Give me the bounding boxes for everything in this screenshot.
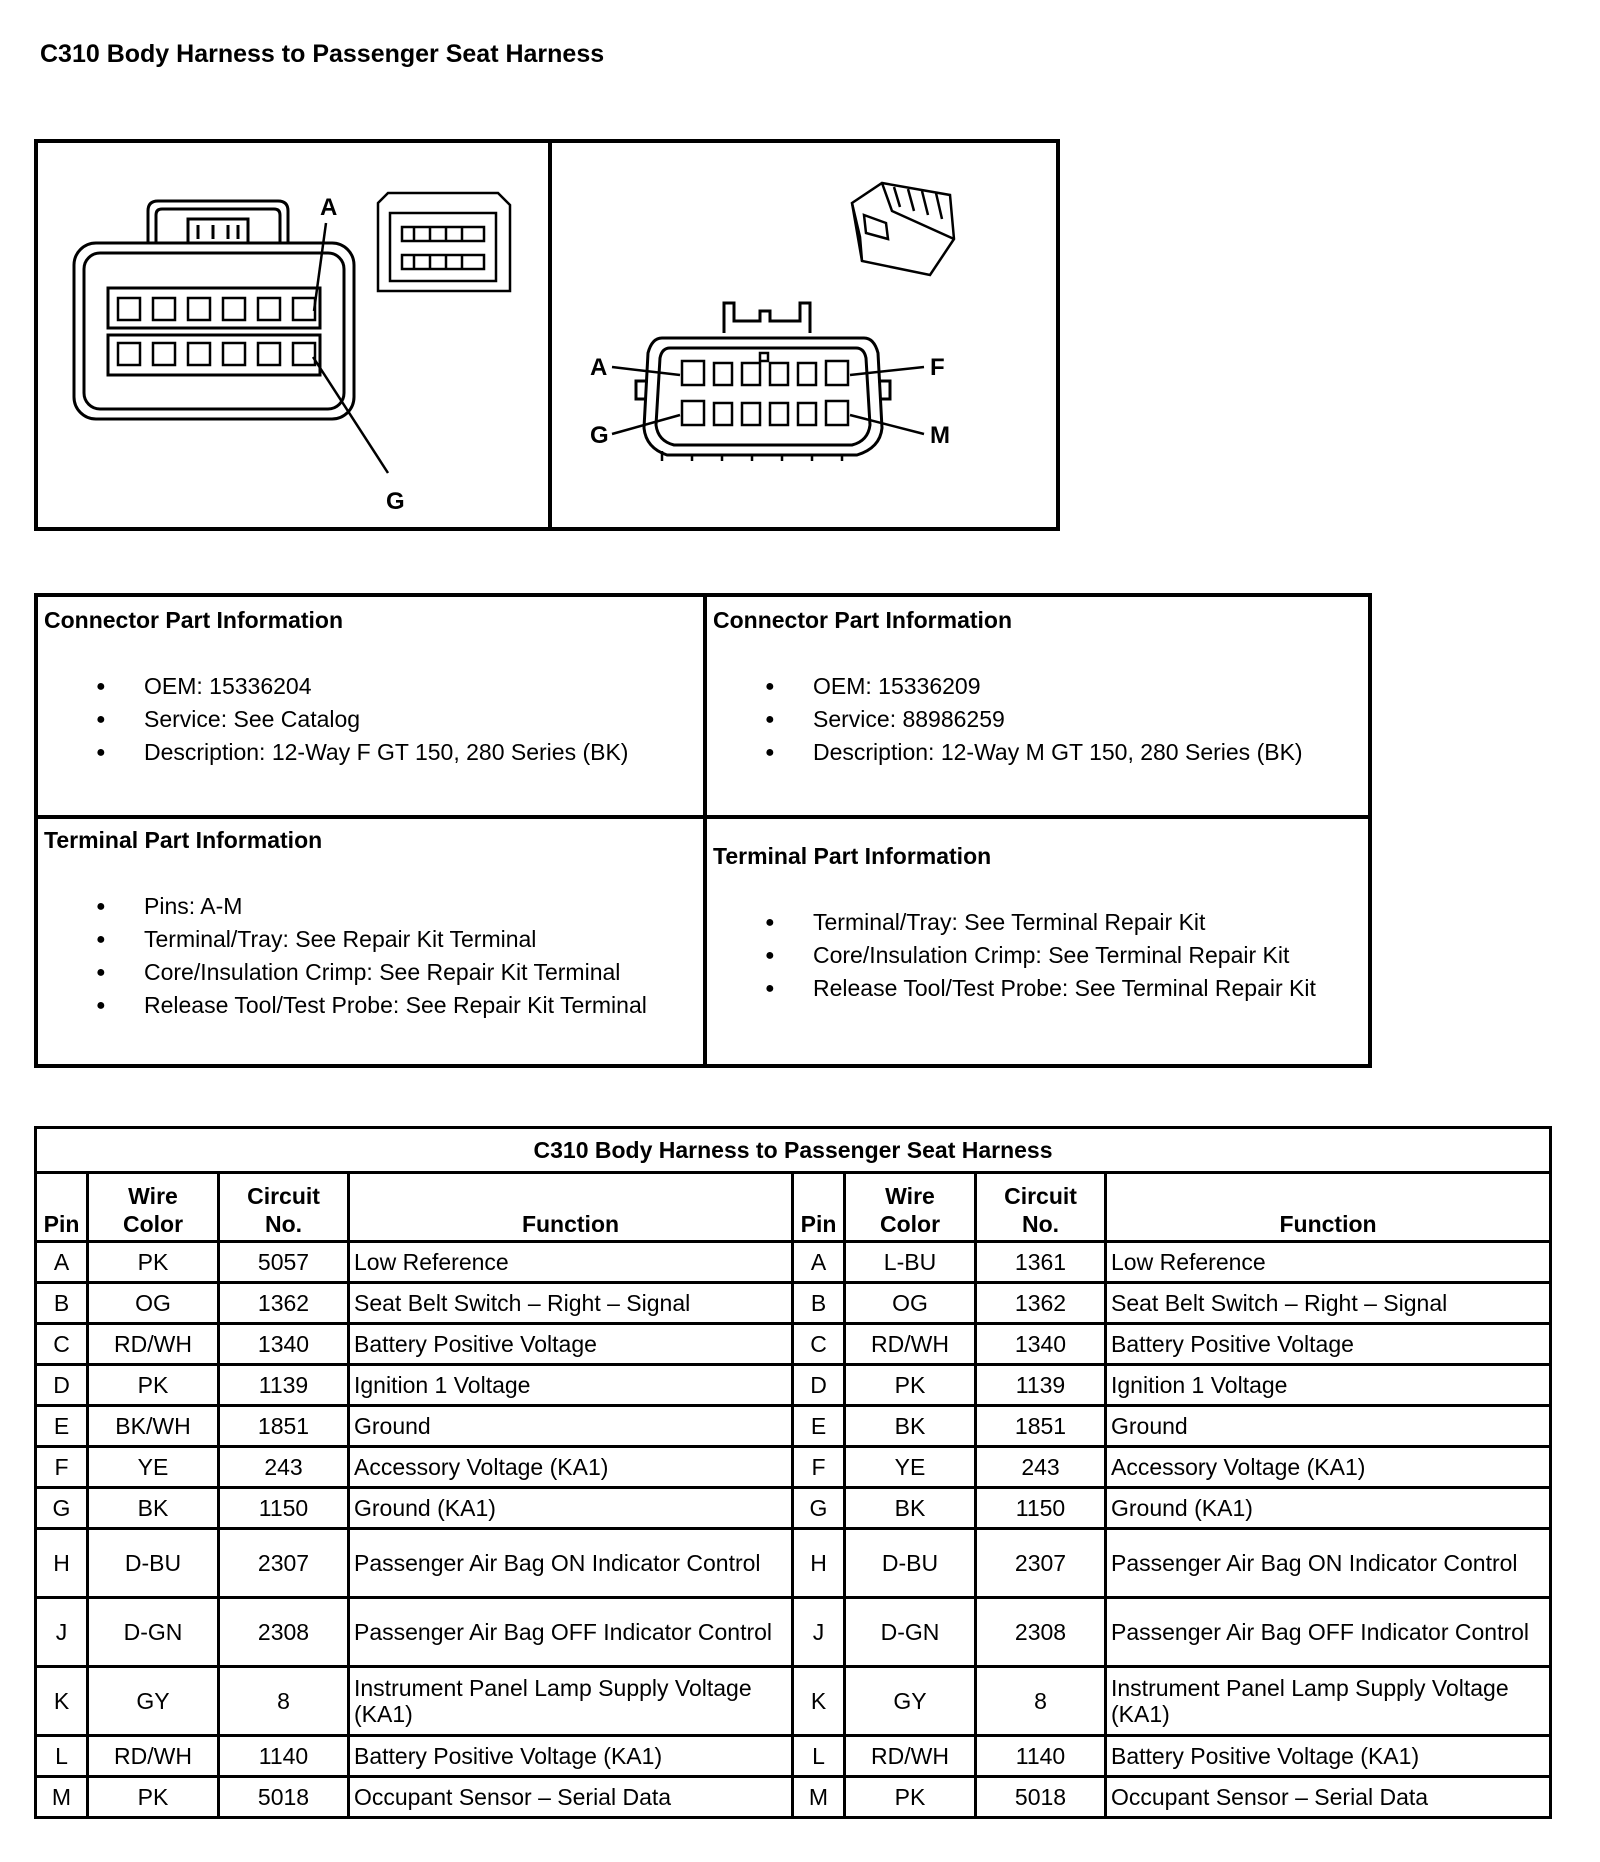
pin-cell: M xyxy=(793,1777,845,1818)
table-header-row xyxy=(36,1173,1551,1242)
connector-info-heading: Connector Part Information xyxy=(44,607,344,633)
connector-info-left xyxy=(44,607,628,769)
header-wire-color xyxy=(845,1173,976,1242)
wire-color-cell: PK xyxy=(88,1365,219,1406)
function-cell: Ignition 1 Voltage xyxy=(349,1365,793,1406)
terminal-info-item: ● Core/Insulation Crimp: See Terminal Repair Kit xyxy=(713,939,1316,972)
label-a-left: A xyxy=(320,194,338,221)
header-circuit-line1: Circuit xyxy=(1004,1183,1077,1209)
table-row xyxy=(36,1406,1551,1447)
header-wire-color xyxy=(88,1173,219,1242)
terminal-info-right xyxy=(713,843,1316,1005)
connector-info-item: ● Description: 12-Way M GT 150, 280 Series (BK) xyxy=(713,736,1303,769)
function-cell: Occupant Sensor – Serial Data xyxy=(349,1777,793,1818)
pin-cell: J xyxy=(36,1598,88,1667)
circuit-cell: 1139 xyxy=(976,1365,1106,1406)
pin-cell: E xyxy=(793,1406,845,1447)
table-row xyxy=(36,1365,1551,1406)
header-wire-line1: Wire xyxy=(128,1183,178,1209)
circuit-cell: 2308 xyxy=(976,1598,1106,1667)
connector-diagram-panel xyxy=(34,139,1060,531)
table-row xyxy=(36,1598,1551,1667)
circuit-cell: 1139 xyxy=(219,1365,349,1406)
wire-color-cell: PK xyxy=(845,1777,976,1818)
wire-color-cell: PK xyxy=(88,1242,219,1283)
function-cell: Passenger Air Bag OFF Indicator Control xyxy=(1106,1598,1551,1667)
male-connector-diagram xyxy=(552,143,1060,527)
header-function: Function xyxy=(1106,1173,1551,1242)
function-cell: Seat Belt Switch – Right – Signal xyxy=(1106,1283,1551,1324)
header-wire-line2: Color xyxy=(122,1211,184,1237)
label-g-right: G xyxy=(590,422,609,449)
pin-cell: F xyxy=(36,1447,88,1488)
function-cell: Ground (KA1) xyxy=(1106,1488,1551,1529)
pin-cell: B xyxy=(793,1283,845,1324)
table-row xyxy=(36,1488,1551,1529)
circuit-cell: 1361 xyxy=(976,1242,1106,1283)
function-cell: Occupant Sensor – Serial Data xyxy=(1106,1777,1551,1818)
pin-cell: L xyxy=(36,1736,88,1777)
table-row xyxy=(36,1667,1551,1736)
header-circuit-line2: No. xyxy=(264,1211,303,1237)
wire-color-cell: BK xyxy=(845,1406,976,1447)
function-cell: Ground xyxy=(349,1406,793,1447)
wire-color-cell: D-GN xyxy=(845,1598,976,1667)
function-cell: Low Reference xyxy=(349,1242,793,1283)
function-cell: Battery Positive Voltage (KA1) xyxy=(1106,1736,1551,1777)
wire-color-cell: RD/WH xyxy=(845,1324,976,1365)
terminal-info-heading: Terminal Part Information xyxy=(44,827,323,853)
pin-cell: B xyxy=(36,1283,88,1324)
connector-info-item: ● Service: 88986259 xyxy=(713,703,1303,736)
pin-cell: G xyxy=(36,1488,88,1529)
circuit-cell: 2307 xyxy=(976,1529,1106,1598)
circuit-cell: 2308 xyxy=(219,1598,349,1667)
terminal-info-left xyxy=(44,827,647,1022)
label-a-right: A xyxy=(590,354,608,381)
header-circuit-no xyxy=(219,1173,349,1242)
table-row xyxy=(36,1736,1551,1777)
circuit-cell: 243 xyxy=(219,1447,349,1488)
function-cell: Instrument Panel Lamp Supply Voltage (KA1) xyxy=(349,1667,793,1736)
function-cell: Ignition 1 Voltage xyxy=(1106,1365,1551,1406)
terminal-info-item: ● Terminal/Tray: See Repair Kit Terminal xyxy=(44,923,647,956)
function-cell: Instrument Panel Lamp Supply Voltage (KA1) xyxy=(1106,1667,1551,1736)
circuit-cell: 1140 xyxy=(976,1736,1106,1777)
header-pin: Pin xyxy=(793,1173,845,1242)
circuit-cell: 5018 xyxy=(219,1777,349,1818)
pin-cell: C xyxy=(36,1324,88,1365)
function-cell: Battery Positive Voltage (KA1) xyxy=(349,1736,793,1777)
function-cell: Accessory Voltage (KA1) xyxy=(349,1447,793,1488)
circuit-cell: 1140 xyxy=(219,1736,349,1777)
part-info-panel xyxy=(34,593,1372,1068)
pin-cell: A xyxy=(793,1242,845,1283)
circuit-cell: 1851 xyxy=(219,1406,349,1447)
connector-info-item: ● OEM: 15336204 xyxy=(44,670,628,703)
pin-cell: H xyxy=(36,1529,88,1598)
function-cell: Battery Positive Voltage xyxy=(1106,1324,1551,1365)
pin-cell: J xyxy=(793,1598,845,1667)
circuit-cell: 8 xyxy=(976,1667,1106,1736)
wire-color-cell: D-GN xyxy=(88,1598,219,1667)
circuit-cell: 2307 xyxy=(219,1529,349,1598)
pin-cell: C xyxy=(793,1324,845,1365)
circuit-cell: 8 xyxy=(219,1667,349,1736)
female-connector-diagram xyxy=(38,143,544,527)
header-circuit-no xyxy=(976,1173,1106,1242)
wire-color-cell: RD/WH xyxy=(845,1736,976,1777)
pin-cell: E xyxy=(36,1406,88,1447)
function-cell: Seat Belt Switch – Right – Signal xyxy=(349,1283,793,1324)
header-circuit-line2: No. xyxy=(1021,1211,1060,1237)
circuit-cell: 1150 xyxy=(976,1488,1106,1529)
info-divider-horizontal xyxy=(38,815,1368,819)
terminal-info-item: ● Release Tool/Test Probe: See Terminal Repair Kit xyxy=(713,972,1316,1005)
circuit-cell: 1150 xyxy=(219,1488,349,1529)
table-row xyxy=(36,1324,1551,1365)
header-function: Function xyxy=(349,1173,793,1242)
function-cell: Accessory Voltage (KA1) xyxy=(1106,1447,1551,1488)
function-cell: Passenger Air Bag ON Indicator Control xyxy=(349,1529,793,1598)
circuit-cell: 5018 xyxy=(976,1777,1106,1818)
terminal-info-item: ● Pins: A-M xyxy=(44,890,647,923)
wire-color-cell: BK/WH xyxy=(88,1406,219,1447)
circuit-cell: 1851 xyxy=(976,1406,1106,1447)
wire-color-cell: OG xyxy=(845,1283,976,1324)
pin-cell: L xyxy=(793,1736,845,1777)
wire-color-cell: YE xyxy=(845,1447,976,1488)
wire-color-cell: D-BU xyxy=(88,1529,219,1598)
pin-cell: D xyxy=(793,1365,845,1406)
function-cell: Ground xyxy=(1106,1406,1551,1447)
wire-color-cell: BK xyxy=(88,1488,219,1529)
wire-color-cell: L-BU xyxy=(845,1242,976,1283)
wire-color-cell: GY xyxy=(845,1667,976,1736)
wire-color-cell: RD/WH xyxy=(88,1736,219,1777)
terminal-info-item: ● Core/Insulation Crimp: See Repair Kit Terminal xyxy=(44,956,647,989)
pin-cell: K xyxy=(793,1667,845,1736)
pinout-table xyxy=(34,1126,1552,1819)
label-g-left: G xyxy=(386,488,405,515)
connector-info-item: ● OEM: 15336209 xyxy=(713,670,1303,703)
wire-color-cell: D-BU xyxy=(845,1529,976,1598)
header-circuit-line1: Circuit xyxy=(247,1183,320,1209)
table-row xyxy=(36,1529,1551,1598)
label-m-right: M xyxy=(930,422,950,449)
table-row xyxy=(36,1447,1551,1488)
wire-color-cell: OG xyxy=(88,1283,219,1324)
circuit-cell: 1362 xyxy=(219,1283,349,1324)
table-row xyxy=(36,1242,1551,1283)
wire-color-cell: PK xyxy=(88,1777,219,1818)
header-pin: Pin xyxy=(36,1173,88,1242)
wire-color-cell: BK xyxy=(845,1488,976,1529)
connector-info-heading: Connector Part Information xyxy=(713,607,1013,633)
circuit-cell: 1362 xyxy=(976,1283,1106,1324)
connector-info-item: ● Service: See Catalog xyxy=(44,703,628,736)
circuit-cell: 1340 xyxy=(219,1324,349,1365)
circuit-cell: 243 xyxy=(976,1447,1106,1488)
info-divider-vertical xyxy=(703,597,707,1064)
table-title-row xyxy=(36,1128,1551,1173)
pin-cell: K xyxy=(36,1667,88,1736)
wire-color-cell: GY xyxy=(88,1667,219,1736)
circuit-cell: 1340 xyxy=(976,1324,1106,1365)
wire-color-cell: PK xyxy=(845,1365,976,1406)
pin-cell: M xyxy=(36,1777,88,1818)
wire-color-cell: YE xyxy=(88,1447,219,1488)
terminal-info-heading: Terminal Part Information xyxy=(713,843,992,869)
function-cell: Battery Positive Voltage xyxy=(349,1324,793,1365)
header-wire-line1: Wire xyxy=(885,1183,935,1209)
table-row xyxy=(36,1777,1551,1818)
wire-color-cell: RD/WH xyxy=(88,1324,219,1365)
function-cell: Ground (KA1) xyxy=(349,1488,793,1529)
pin-cell: D xyxy=(36,1365,88,1406)
connector-info-item: ● Description: 12-Way F GT 150, 280 Series (BK) xyxy=(44,736,628,769)
table-row xyxy=(36,1283,1551,1324)
pin-cell: F xyxy=(793,1447,845,1488)
table-title: C310 Body Harness to Passenger Seat Harness xyxy=(36,1128,1551,1173)
label-f-right: F xyxy=(930,354,945,381)
function-cell: Low Reference xyxy=(1106,1242,1551,1283)
pin-cell: H xyxy=(793,1529,845,1598)
header-wire-line2: Color xyxy=(879,1211,941,1237)
pin-cell: A xyxy=(36,1242,88,1283)
connector-info-right xyxy=(713,607,1303,769)
circuit-cell: 5057 xyxy=(219,1242,349,1283)
function-cell: Passenger Air Bag ON Indicator Control xyxy=(1106,1529,1551,1598)
function-cell: Passenger Air Bag OFF Indicator Control xyxy=(349,1598,793,1667)
pin-cell: G xyxy=(793,1488,845,1529)
terminal-info-item: ● Release Tool/Test Probe: See Repair Kit Terminal xyxy=(44,989,647,1022)
page-title: C310 Body Harness to Passenger Seat Harness xyxy=(40,40,605,68)
terminal-info-item: ● Terminal/Tray: See Terminal Repair Kit xyxy=(713,906,1316,939)
